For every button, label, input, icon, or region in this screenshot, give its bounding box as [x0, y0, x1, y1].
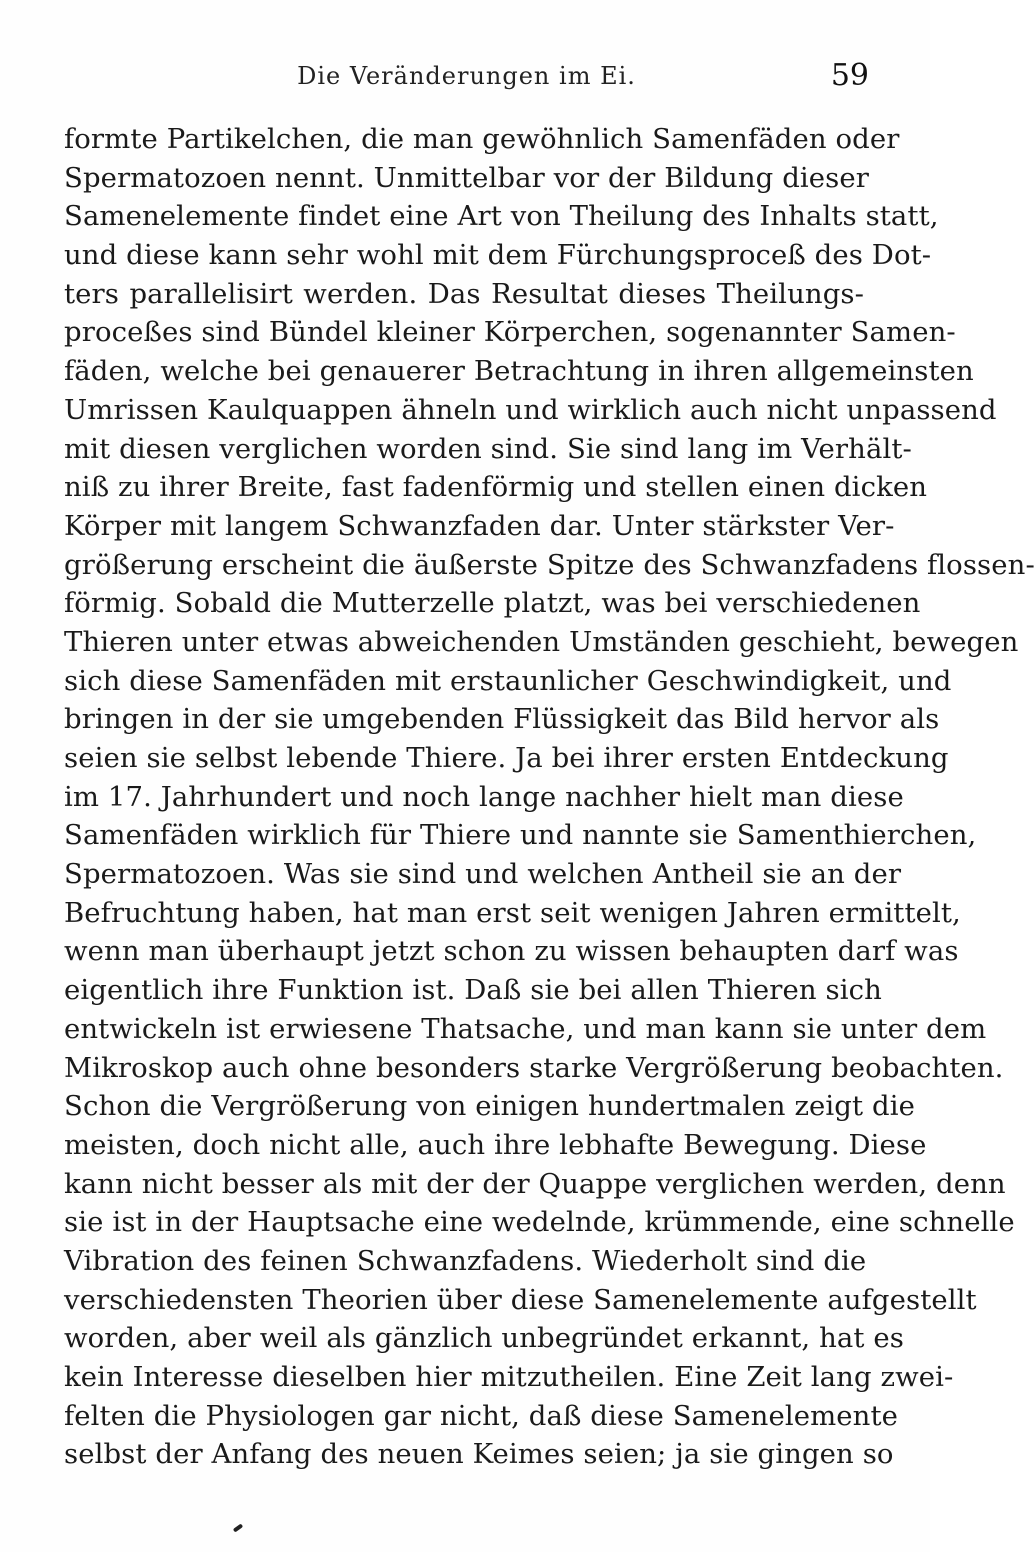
- text-line: Befruchtung haben, hat man erst seit wenigen Jahren ermittelt,: [64, 896, 961, 929]
- text-line: Vibration des feinen Schwanzfadens. Wiederholt sind die: [64, 1244, 867, 1277]
- text-line: Mikroskop auch ohne besonders starke Vergrößerung beobachten.: [64, 1051, 1004, 1084]
- text-line: seien sie selbst lebende Thiere. Ja bei ihrer ersten Entdeckung: [64, 742, 949, 774]
- body-text: [64, 120, 1035, 1474]
- text-line: worden, aber weil als gänzlich unbegründet erkannt, hat es: [64, 1322, 904, 1355]
- page-number: 59: [830, 58, 869, 93]
- text-line: Körper mit langem Schwanzfaden dar. Unter stärkster Ver-: [64, 509, 895, 542]
- text-line: Samenfäden wirklich für Thiere und nannte sie Samenthierchen,: [64, 819, 977, 852]
- text-line: Schon die Vergrößerung von einigen hundertmalen zeigt die: [64, 1090, 915, 1123]
- text-line: proceßes sind Bündel kleiner Körperchen, sogenannter Samen-: [64, 316, 956, 349]
- ink-speck: [233, 1523, 243, 1532]
- text-line: und diese kann sehr wohl mit dem Fürchungsproceß des Dot-: [64, 239, 932, 272]
- text-line: meisten, doch nicht alle, auch ihre lebhafte Bewegung. Diese: [64, 1128, 927, 1161]
- text-line: fäden, welche bei genauerer Betrachtung in ihren allgemeinsten: [64, 355, 974, 388]
- text-line: niß zu ihrer Breite, fast fadenförmig und stellen einen dicken: [64, 471, 928, 504]
- text-line: förmig. Sobald die Mutterzelle platzt, was bei verschiedenen: [64, 587, 921, 620]
- text-line: Umrissen Kaulquappen ähneln und wirklich auch nicht unpassend: [64, 393, 997, 426]
- text-line: felten die Physiologen gar nicht, daß diese Samenelemente: [64, 1399, 899, 1432]
- text-line: im 17. Jahrhundert und noch lange nachher hielt man diese: [64, 780, 904, 813]
- text-line: wenn man überhaupt jetzt schon zu wissen behaupten darf was: [64, 935, 959, 968]
- text-line: kein Interesse dieselben hier mitzutheilen. Eine Zeit lang zwei-: [64, 1361, 954, 1393]
- text-line: verschiedensten Theorien über diese Samenelemente aufgestellt: [64, 1283, 977, 1316]
- text-line: eigentlich ihre Funktion ist. Daß sie bei allen Thieren sich: [64, 974, 882, 1007]
- text-line: sie ist in der Hauptsache eine wedelnde, krümmende, eine schnelle: [64, 1206, 1015, 1239]
- running-title: Die Veränderungen im Ei.: [297, 62, 636, 90]
- text-line: sich diese Samenfäden mit erstaunlicher Geschwindigkeit, und: [64, 664, 952, 697]
- text-line: Spermatozoen. Was sie sind und welchen Antheil sie an der: [64, 858, 902, 891]
- text-line: Thieren unter etwas abweichenden Umständen geschieht, bewegen: [64, 625, 1019, 658]
- text-line: formte Partikelchen, die man gewöhnlich Samenfäden oder: [64, 123, 900, 155]
- text-line: selbst der Anfang des neuen Keimes seien; ja sie gingen so: [64, 1438, 894, 1471]
- text-line: Spermatozoen nennt. Unmittelbar vor der Bildung dieser: [64, 161, 869, 194]
- text-line: ters parallelisirt werden. Das Resultat dieses Theilungs-: [64, 277, 864, 310]
- text-line: größerung erscheint die äußerste Spitze des Schwanzfadens flossen-: [64, 548, 1035, 581]
- text-line: Samenelemente findet eine Art von Theilung des Inhalts statt,: [64, 200, 939, 233]
- running-header: [64, 56, 869, 96]
- text-line: bringen in der sie umgebenden Flüssigkeit das Bild hervor als: [64, 703, 940, 736]
- text-line: entwickeln ist erwiesene Thatsache, und man kann sie unter dem: [64, 1012, 987, 1045]
- text-line: mit diesen verglichen worden sind. Sie sind lang im Verhält-: [64, 432, 912, 465]
- text-line: kann nicht besser als mit der der Quappe verglichen werden, denn: [64, 1167, 1006, 1200]
